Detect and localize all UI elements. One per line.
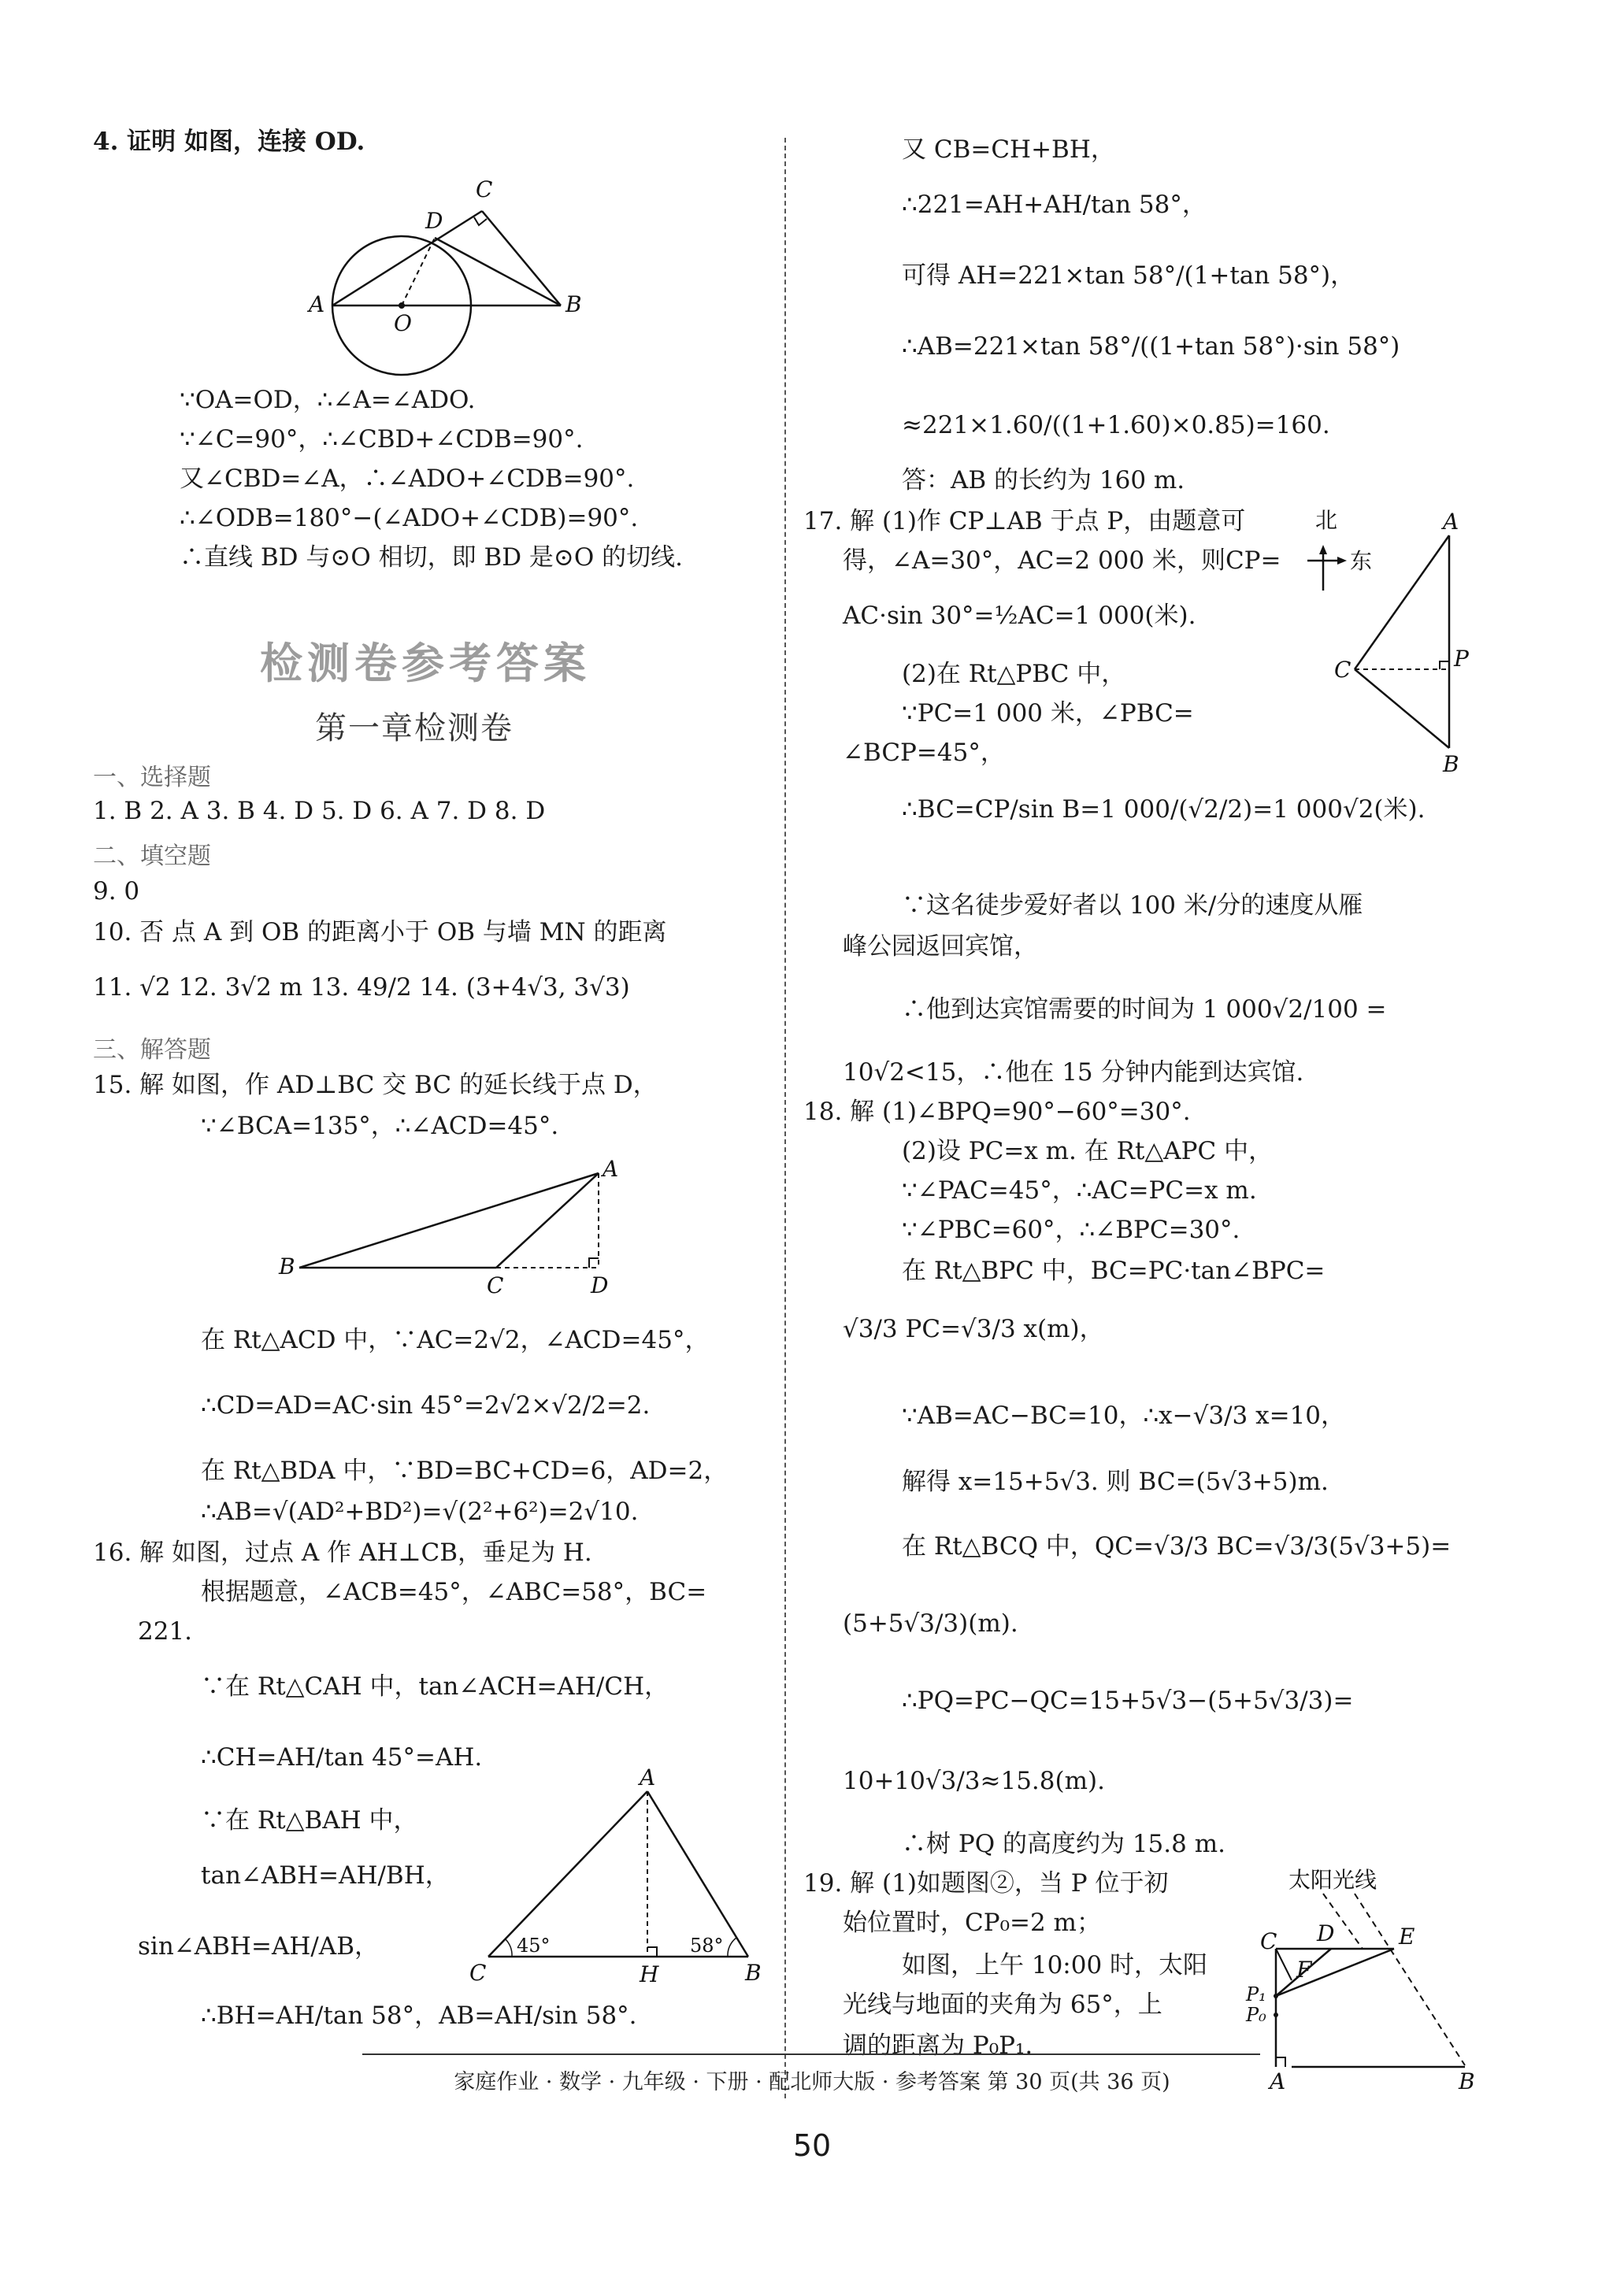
q4-line-3: 又∠CBD=∠A，∴∠ADO+∠CDB=90°. <box>180 465 635 493</box>
fig16-label-c: C <box>469 1960 487 1986</box>
fig19-sunlight: 太阳光线 <box>1288 1867 1377 1893</box>
fig16-label-a: A <box>640 1768 656 1791</box>
q18-line-11: 10+10√3/3≈15.8(m). <box>843 1767 1105 1795</box>
fig4-label-d: D <box>425 208 443 234</box>
q18-line-5: √3/3 PC=√3/3 x(m)， <box>843 1315 1104 1343</box>
fig19-label-f: F <box>1296 1957 1312 1983</box>
fig16-label-h: H <box>640 1961 659 1987</box>
fig19-label-c: C <box>1260 1928 1277 1954</box>
q16-line-5: ∵在 Rt△BAH 中， <box>201 1806 418 1835</box>
q15-figure <box>276 1157 630 1299</box>
q16-line-0: 16. 解 如图，过点 A 作 AH⊥CB，垂足为 H. <box>93 1539 592 1567</box>
q4-line-2: ∵∠C=90°，∴∠CBD+∠CDB=90°. <box>180 425 584 454</box>
q4-heading: 4. 证明 如图，连接 OD. <box>93 128 365 156</box>
q18-line-4: 在 Rt△BPC 中，BC=PC·tan∠BPC= <box>902 1257 1326 1285</box>
q18-line-8: 在 Rt△BCQ 中，QC=√3/3 BC=√3/3(5√3+5)= <box>902 1532 1452 1561</box>
fig19-label-p0: P₀ <box>1246 2004 1266 2026</box>
q17-line-10: 10√2<15，∴他在 15 分钟内能到达宾馆. <box>843 1058 1304 1087</box>
q19-line-2: 如图，上午 10:00 时，太阳 <box>902 1951 1208 1979</box>
q17-line-1: 得，∠A=30°，AC=2 000 米，则CP= <box>843 546 1281 575</box>
fill-answer-9: 9. 0 <box>93 877 140 905</box>
q4-line-1: ∵OA=OD，∴∠A=∠ADO. <box>180 386 476 414</box>
q15-line-3: ∴CD=AD=AC·sin 45°=2√2×√2/2=2. <box>201 1391 651 1420</box>
fig15-label-a: A <box>603 1157 619 1182</box>
q16c-line-4: ≈221×1.60/((1+1.60)×0.85)=160. <box>902 411 1330 439</box>
q18-line-1: (2)设 PC=x m. 在 Rt△APC 中， <box>902 1137 1274 1165</box>
q19-line-0: 19. 解 (1)如题图②，当 P 位于初 <box>803 1869 1169 1898</box>
q19-line-3: 光线与地面的夹角为 65°，上 <box>843 1990 1162 2019</box>
chapter-title: 第一章检测卷 <box>315 710 514 746</box>
column-divider <box>784 138 786 2098</box>
q16-line-8: ∴BH=AH/tan 58°，AB=AH/sin 58°. <box>201 2002 637 2030</box>
fig17-label-a: A <box>1443 509 1459 535</box>
q16-line-6: tan∠ABH=AH/BH， <box>201 1861 450 1890</box>
q16c-line-0: 又 CB=CH+BH， <box>902 135 1115 164</box>
q16-line-2: 221. <box>138 1617 193 1646</box>
q16c-line-3: ∴AB=221×tan 58°/((1+tan 58°)·sin 58°) <box>902 332 1400 361</box>
fig15-label-d: D <box>591 1272 609 1298</box>
fill-answer-11-14: 11. √2 12. 3√2 m 13. 49/2 14. (3+4√3, 3√3) <box>93 973 630 1002</box>
q16c-line-2: 可得 AH=221×tan 58°/(1+tan 58°)， <box>902 261 1355 290</box>
q18-line-3: ∵∠PBC=60°，∴∠BPC=30°. <box>902 1216 1240 1244</box>
fig17-label-c: C <box>1334 657 1351 683</box>
q15-line-2: 在 Rt△ACD 中，∵AC=2√2，∠ACD=45°， <box>201 1326 710 1354</box>
solve-heading: 三、解答题 <box>93 1036 211 1064</box>
q17-line-0: 17. 解 (1)作 CP⊥AB 于点 P，由题意可 <box>803 507 1246 535</box>
q17-line-6: ∴BC=CP/sin B=1 000/(√2/2)=1 000√2(米). <box>902 795 1426 824</box>
fig19-label-e: E <box>1399 1924 1415 1950</box>
footer-rule <box>362 2053 1260 2055</box>
q18-line-7: 解得 x=15+5√3. 则 BC=(5√3+5)m. <box>902 1468 1329 1496</box>
q17-line-9: ∴他到达宾馆需要的时间为 1 000√2/100 = <box>902 995 1387 1024</box>
q4-figure <box>299 173 583 378</box>
fig17-label-b: B <box>1443 751 1459 777</box>
section-title: 检测卷参考答案 <box>260 639 591 688</box>
q16c-line-1: ∴221=AH+AH/tan 58°， <box>902 191 1207 219</box>
q16-line-3: ∵在 Rt△CAH 中，tan∠ACH=AH/CH， <box>201 1672 669 1701</box>
q17-line-2: AC·sin 30°=½AC=1 000(米). <box>843 602 1196 630</box>
fig16-label-b: B <box>745 1960 762 1986</box>
page-number: 50 <box>792 2128 832 2163</box>
q19-line-1: 始位置时，CP₀=2 m； <box>843 1909 1101 1937</box>
q4-line-5: ∴直线 BD 与⊙O 相切，即 BD 是⊙O 的切线. <box>180 543 684 572</box>
fig19-label-p1: P₁ <box>1246 1983 1266 2005</box>
fig16-angle-b: 58° <box>690 1935 724 1957</box>
fig4-label-o: O <box>394 310 412 336</box>
q17-line-5: ∠BCP=45°， <box>843 739 1005 767</box>
footer-text: 家庭作业 · 数学 · 九年级 · 下册 · 配北师大版 · 参考答案 第 30 页(共 36 页) <box>454 2070 1170 2094</box>
q4-line-4: ∴∠ODB=180°−(∠ADO+∠CDB)=90°. <box>180 504 639 532</box>
fig17-east: 东 <box>1350 548 1373 574</box>
q15-line-1: ∵∠BCA=135°，∴∠ACD=45°. <box>201 1112 559 1140</box>
q18-line-10: ∴PQ=PC−QC=15+5√3−(5+5√3/3)= <box>902 1687 1354 1715</box>
q15-line-5: ∴AB=√(AD²+BD²)=√(2²+6²)=2√10. <box>201 1498 639 1526</box>
fig4-label-b: B <box>565 291 582 317</box>
q17-line-3: (2)在 Rt△PBC 中， <box>902 660 1126 688</box>
fig19-label-a: A <box>1270 2068 1286 2090</box>
fill-answer-10: 10. 否 点 A 到 OB 的距离小于 OB 与墙 MN 的距离 <box>93 918 667 946</box>
q16-line-7: sin∠ABH=AH/AB， <box>138 1932 379 1961</box>
fig17-label-p: P <box>1454 646 1469 672</box>
q16-line-1: 根据题意，∠ACB=45°，∠ABC=58°，BC= <box>201 1578 707 1606</box>
q19-figure <box>1244 1862 1481 2090</box>
fig19-label-b: B <box>1459 2068 1475 2090</box>
q18-line-9: (5+5√3/3)(m). <box>843 1609 1018 1638</box>
fig19-label-d: D <box>1317 1920 1335 1946</box>
q16-figure <box>465 1768 772 1996</box>
fig4-label-c: C <box>476 176 493 202</box>
q18-line-0: 18. 解 (1)∠BPQ=90°−60°=30°. <box>803 1098 1191 1126</box>
q15-line-4: 在 Rt△BDA 中，∵BD=BC+CD=6，AD=2， <box>201 1457 729 1485</box>
q17-line-4: ∵PC=1 000 米，∠PBC= <box>902 699 1194 728</box>
q17-figure <box>1292 504 1489 780</box>
q16-line-4: ∴CH=AH/tan 45°=AH. <box>201 1743 483 1772</box>
choice-heading: 一、选择题 <box>93 764 211 791</box>
fig4-label-a: A <box>309 291 325 317</box>
q18-line-12: ∴树 PQ 的高度约为 15.8 m. <box>902 1830 1225 1858</box>
choice-answers: 1. B 2. A 3. B 4. D 5. D 6. A 7. D 8. D <box>93 797 546 825</box>
fill-heading: 二、填空题 <box>93 842 211 870</box>
fig17-north: 北 <box>1315 507 1338 533</box>
fig15-label-c: C <box>487 1272 504 1298</box>
q17-line-7: ∵这名徒步爱好者以 100 米/分的速度从雁 <box>902 891 1363 920</box>
fig15-label-b: B <box>279 1254 295 1279</box>
q19-line-4: 调的距离为 P₀P₁. <box>843 2031 1033 2060</box>
q16c-line-5: 答：AB 的长约为 160 m. <box>902 466 1185 494</box>
q18-line-6: ∵AB=AC−BC=10，∴x−√3/3 x=10， <box>902 1402 1346 1430</box>
fig16-angle-c: 45° <box>517 1935 551 1957</box>
q17-line-8: 峰公园返回宾馆， <box>843 932 1038 961</box>
q18-line-2: ∵∠PAC=45°，∴AC=PC=x m. <box>902 1176 1257 1205</box>
q15-line-0: 15. 解 如图，作 AD⊥BC 交 BC 的延长线于点 D， <box>93 1071 658 1099</box>
